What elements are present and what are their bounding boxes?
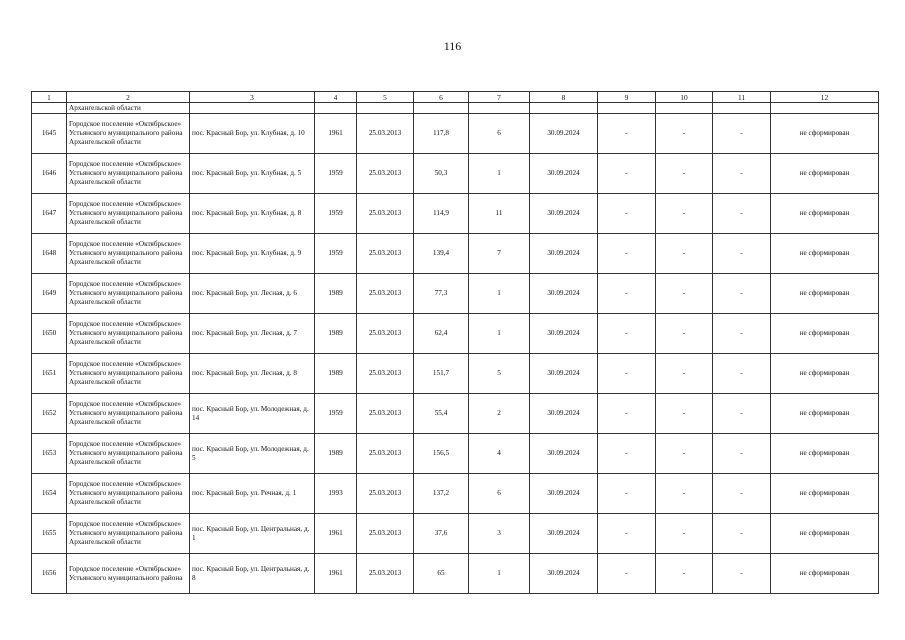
status-cell: не сформирован [771, 234, 879, 274]
col-9-cell: - [598, 234, 656, 274]
residents-cell: 11 [469, 194, 530, 234]
deadline-cell: 30.09.2024 [530, 474, 598, 514]
col-11-cell: - [713, 194, 771, 234]
area-cell: 37,6 [414, 514, 469, 554]
col-11-cell: - [713, 354, 771, 394]
address-cell: пос. Красный Бор, ул. Лесная, д. 8 [190, 354, 315, 394]
table-row [32, 234, 879, 274]
address-cell: пос. Красный Бор, ул. Клубная, д. 9 [190, 234, 315, 274]
settlement-name-cell: Городское поселение «Октябрьское» Устьянского муниципального района Архангельской области [67, 114, 190, 154]
residents-cell: 4 [469, 434, 530, 474]
deadline-cell [530, 103, 598, 114]
page-number: 116 [443, 39, 462, 53]
column-header: 8 [530, 92, 598, 103]
col-9-cell: - [598, 514, 656, 554]
address-cell: пос. Красный Бор, ул. Клубная, д. 10 [190, 114, 315, 154]
status-cell: не сформирован [771, 114, 879, 154]
column-header: 10 [656, 92, 713, 103]
area-cell: 77,3 [414, 274, 469, 314]
recognition-date-cell: 25.03.2013 [357, 354, 414, 394]
area-cell: 50,3 [414, 154, 469, 194]
build-year-cell: 1959 [315, 154, 357, 194]
residents-cell: 1 [469, 554, 530, 594]
residents-cell: 1 [469, 274, 530, 314]
recognition-date-cell: 25.03.2013 [357, 154, 414, 194]
residents-cell: 1 [469, 154, 530, 194]
row-number-cell: 1649 [32, 274, 67, 314]
settlement-name-cell: Городское поселение «Октябрьское» Устьянского муниципального района Архангельской области [67, 314, 190, 354]
recognition-date-cell: 25.03.2013 [357, 474, 414, 514]
build-year-cell: 1961 [315, 514, 357, 554]
area-cell: 117,8 [414, 114, 469, 154]
table-row [32, 274, 879, 314]
continuation-row [32, 103, 879, 114]
column-header-row [32, 92, 879, 103]
table-row [32, 474, 879, 514]
col-11-cell: - [713, 394, 771, 434]
area-cell: 137,2 [414, 474, 469, 514]
column-header: 4 [315, 92, 357, 103]
address-cell: пос. Красный Бор, ул. Молодежная, д. 14 [190, 394, 315, 434]
deadline-cell: 30.09.2024 [530, 394, 598, 434]
row-number-cell: 1651 [32, 354, 67, 394]
column-header: 7 [469, 92, 530, 103]
col-10-cell: - [656, 114, 713, 154]
residents-cell: 1 [469, 314, 530, 354]
address-cell: пос. Красный Бор, ул. Лесная, д. 6 [190, 274, 315, 314]
col-9-cell: - [598, 194, 656, 234]
area-cell: 55,4 [414, 394, 469, 434]
deadline-cell: 30.09.2024 [530, 354, 598, 394]
build-year-cell [315, 103, 357, 114]
col-9-cell: - [598, 554, 656, 594]
recognition-date-cell: 25.03.2013 [357, 114, 414, 154]
col-9-cell: - [598, 474, 656, 514]
recognition-date-cell [357, 103, 414, 114]
address-cell [190, 103, 315, 114]
col-11-cell: - [713, 274, 771, 314]
col-10-cell: - [656, 554, 713, 594]
column-header: 11 [713, 92, 771, 103]
recognition-date-cell: 25.03.2013 [357, 554, 414, 594]
recognition-date-cell: 25.03.2013 [357, 434, 414, 474]
col-10-cell: - [656, 434, 713, 474]
col-9-cell [598, 103, 656, 114]
recognition-date-cell: 25.03.2013 [357, 194, 414, 234]
build-year-cell: 1989 [315, 354, 357, 394]
col-10-cell: - [656, 474, 713, 514]
residents-cell: 7 [469, 234, 530, 274]
col-10-cell: - [656, 514, 713, 554]
status-cell: не сформирован [771, 354, 879, 394]
row-number-cell: 1647 [32, 194, 67, 234]
address-cell: пос. Красный Бор, ул. Центральная, д. 1 [190, 514, 315, 554]
build-year-cell: 1993 [315, 474, 357, 514]
table-row [32, 554, 879, 594]
row-number-cell [32, 103, 67, 114]
deadline-cell: 30.09.2024 [530, 154, 598, 194]
deadline-cell: 30.09.2024 [530, 274, 598, 314]
settlement-name-cell: Городское поселение «Октябрьское» Устьянского муниципального района Архангельской области [67, 434, 190, 474]
col-10-cell: - [656, 234, 713, 274]
address-cell: пос. Красный Бор, ул. Молодежная, д. 5 [190, 434, 315, 474]
settlement-name-cell: Архангельской области [67, 103, 190, 114]
build-year-cell: 1989 [315, 314, 357, 354]
deadline-cell: 30.09.2024 [530, 434, 598, 474]
row-number-cell: 1655 [32, 514, 67, 554]
row-number-cell: 1654 [32, 474, 67, 514]
col-11-cell: - [713, 514, 771, 554]
table-body [32, 92, 879, 594]
recognition-date-cell: 25.03.2013 [357, 274, 414, 314]
settlement-name-cell: Городское поселение «Октябрьское» Устьянского муниципального района Архангельской области [67, 514, 190, 554]
status-cell: не сформирован [771, 194, 879, 234]
column-header: 12 [771, 92, 879, 103]
col-11-cell: - [713, 314, 771, 354]
col-9-cell: - [598, 314, 656, 354]
table-row [32, 194, 879, 234]
status-cell [771, 103, 879, 114]
recognition-date-cell: 25.03.2013 [357, 394, 414, 434]
settlement-name-cell: Городское поселение «Октябрьское» Устьянского муниципального района Архангельской области [67, 354, 190, 394]
address-cell: пос. Красный Бор, ул. Лесная, д. 7 [190, 314, 315, 354]
settlement-name-cell: Городское поселение «Октябрьское» Устьянского муниципального района Архангельской области [67, 394, 190, 434]
column-header: 6 [414, 92, 469, 103]
address-cell: пос. Красный Бор, ул. Центральная, д. 8 [190, 554, 315, 594]
table-row [32, 114, 879, 154]
residents-cell: 2 [469, 394, 530, 434]
build-year-cell: 1989 [315, 434, 357, 474]
col-9-cell: - [598, 394, 656, 434]
column-header: 2 [67, 92, 190, 103]
col-10-cell: - [656, 394, 713, 434]
area-cell: 151,7 [414, 354, 469, 394]
status-cell: не сформирован [771, 474, 879, 514]
table-row [32, 314, 879, 354]
col-11-cell: - [713, 234, 771, 274]
col-11-cell: - [713, 154, 771, 194]
col-11-cell [713, 103, 771, 114]
col-11-cell: - [713, 474, 771, 514]
row-number-cell: 1656 [32, 554, 67, 594]
col-9-cell: - [598, 434, 656, 474]
column-header: 1 [32, 92, 67, 103]
recognition-date-cell: 25.03.2013 [357, 314, 414, 354]
deadline-cell: 30.09.2024 [530, 234, 598, 274]
column-header: 3 [190, 92, 315, 103]
col-10-cell: - [656, 154, 713, 194]
table-row [32, 434, 879, 474]
col-9-cell: - [598, 354, 656, 394]
area-cell [414, 103, 469, 114]
row-number-cell: 1652 [32, 394, 67, 434]
col-10-cell [656, 103, 713, 114]
registry-table [31, 91, 879, 594]
residents-cell: 3 [469, 514, 530, 554]
col-11-cell: - [713, 554, 771, 594]
status-cell: не сформирован [771, 554, 879, 594]
row-number-cell: 1650 [32, 314, 67, 354]
status-cell: не сформирован [771, 314, 879, 354]
recognition-date-cell: 25.03.2013 [357, 234, 414, 274]
status-cell: не сформирован [771, 274, 879, 314]
build-year-cell: 1961 [315, 114, 357, 154]
deadline-cell: 30.09.2024 [530, 554, 598, 594]
recognition-date-cell: 25.03.2013 [357, 514, 414, 554]
area-cell: 65 [414, 554, 469, 594]
settlement-name-cell: Городское поселение «Октябрьское» Устьянского муниципального района Архангельской области [67, 274, 190, 314]
residents-cell [469, 103, 530, 114]
residents-cell: 6 [469, 474, 530, 514]
row-number-cell: 1653 [32, 434, 67, 474]
build-year-cell: 1961 [315, 554, 357, 594]
table-row [32, 514, 879, 554]
settlement-name-cell: Городское поселение «Октябрьское» Устьянского муниципального района Архангельской области [67, 234, 190, 274]
table-row [32, 354, 879, 394]
area-cell: 156,5 [414, 434, 469, 474]
col-11-cell: - [713, 114, 771, 154]
build-year-cell: 1989 [315, 274, 357, 314]
column-header: 9 [598, 92, 656, 103]
status-cell: не сформирован [771, 394, 879, 434]
deadline-cell: 30.09.2024 [530, 514, 598, 554]
col-10-cell: - [656, 354, 713, 394]
settlement-name-cell: Городское поселение «Октябрьское» Устьянского муниципального района Архангельской области [67, 474, 190, 514]
address-cell: пос. Красный Бор, ул. Клубная, д. 5 [190, 154, 315, 194]
residents-cell: 6 [469, 114, 530, 154]
settlement-name-cell: Городское поселение «Октябрьское» Устьянского муниципального района [67, 554, 190, 594]
area-cell: 114,9 [414, 194, 469, 234]
build-year-cell: 1959 [315, 194, 357, 234]
address-cell: пос. Красный Бор, ул. Речная, д. 1 [190, 474, 315, 514]
row-number-cell: 1645 [32, 114, 67, 154]
settlement-name-cell: Городское поселение «Октябрьское» Устьянского муниципального района Архангельской области [67, 154, 190, 194]
deadline-cell: 30.09.2024 [530, 114, 598, 154]
row-number-cell: 1648 [32, 234, 67, 274]
area-cell: 62,4 [414, 314, 469, 354]
col-10-cell: - [656, 274, 713, 314]
area-cell: 139,4 [414, 234, 469, 274]
row-number-cell: 1646 [32, 154, 67, 194]
build-year-cell: 1959 [315, 234, 357, 274]
col-9-cell: - [598, 274, 656, 314]
address-cell: пос. Красный Бор, ул. Клубная, д. 8 [190, 194, 315, 234]
col-10-cell: - [656, 194, 713, 234]
col-11-cell: - [713, 434, 771, 474]
settlement-name-cell: Городское поселение «Октябрьское» Устьянского муниципального района Архангельской области [67, 194, 190, 234]
deadline-cell: 30.09.2024 [530, 194, 598, 234]
status-cell: не сформирован [771, 514, 879, 554]
table-row [32, 394, 879, 434]
col-9-cell: - [598, 114, 656, 154]
column-header: 5 [357, 92, 414, 103]
deadline-cell: 30.09.2024 [530, 314, 598, 354]
residents-cell: 5 [469, 354, 530, 394]
status-cell: не сформирован [771, 154, 879, 194]
status-cell: не сформирован [771, 434, 879, 474]
col-9-cell: - [598, 154, 656, 194]
build-year-cell: 1959 [315, 394, 357, 434]
col-10-cell: - [656, 314, 713, 354]
table-row [32, 154, 879, 194]
